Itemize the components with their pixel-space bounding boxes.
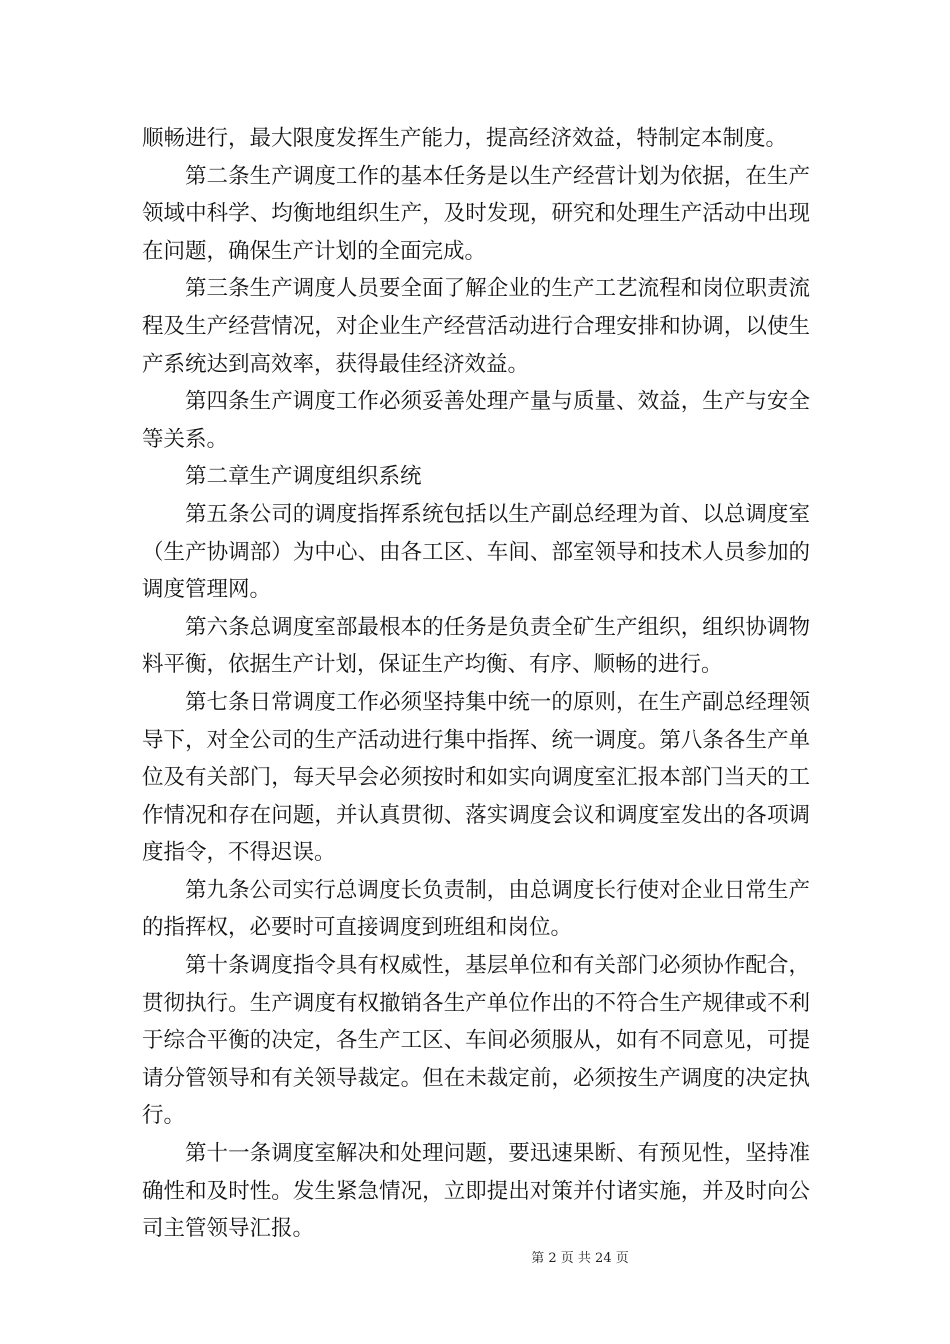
chapter-heading: 第二章生产调度组织系统 xyxy=(185,464,422,490)
paragraph-article-4: 第四条生产调度工作必须妥善处理产量与质量、效益，生产与安全等关系。 xyxy=(142,389,810,452)
paragraph-article-10: 第十条调度指令具有权威性，基层单位和有关部门必须协作配合，贯彻执行。生产调度有权撤销各生产单位作出的不符合生产规律或不利于综合平衡的决定，各生产工区、车间必须服从，如有不同意见，可提请分管领导和有关领导裁定。但在未裁定前，必须按生产调度的决定执行。 xyxy=(142,953,810,1129)
paragraph-article-7-8: 第七条日常调度工作必须坚持集中统一的原则，在生产副总经理领导下，对全公司的生产活动进行集中指挥、统一调度。第八条各生产单位及有关部门，每天早会必须按时和如实向调度室汇报本部门当天的工作情况和存在问题，并认真贯彻、落实调度会议和调度室发出的各项调度指令，不得迟误。 xyxy=(142,689,810,866)
paragraph-article-11: 第十一条调度室解决和处理问题，要迅速果断、有预见性，坚持准确性和及时性。发生紧急情况，立即提出对策并付诸实施，并及时向公司主管领导汇报。 xyxy=(142,1141,810,1242)
page-number-footer: 第 2 页 共 24 页 xyxy=(531,1251,629,1266)
paragraph-article-9: 第九条公司实行总调度长负责制，由总调度长行使对企业日常生产的指挥权，必要时可直接调度到班组和岗位。 xyxy=(142,877,810,941)
paragraph-article-2: 第二条生产调度工作的基本任务是以生产经营计划为依据，在生产领域中科学、均衡地组织生产，及时发现，研究和处理生产活动中出现在问题，确保生产计划的全面完成。 xyxy=(142,163,810,264)
paragraph-article-3: 第三条生产调度人员要全面了解企业的生产工艺流程和岗位职责流程及生产经营情况，对企业生产经营活动进行合理安排和协调，以使生产系统达到高效率，获得最佳经济效益。 xyxy=(142,276,810,377)
paragraph-continuation: 顺畅进行，最大限度发挥生产能力，提高经济效益，特制定本制度。 xyxy=(142,126,788,151)
paragraph-article-6: 第六条总调度室部最根本的任务是负责全矿生产组织，组织协调物料平衡，依据生产计划，保证生产均衡、有序、顺畅的进行。 xyxy=(142,614,810,678)
document-body xyxy=(142,120,810,1248)
paragraph-article-5: 第五条公司的调度指挥系统包括以生产副总经理为首、以总调度室（生产协调部）为中心、由各工区、车间、部室领导和技术人员参加的调度管理网。 xyxy=(142,501,810,603)
